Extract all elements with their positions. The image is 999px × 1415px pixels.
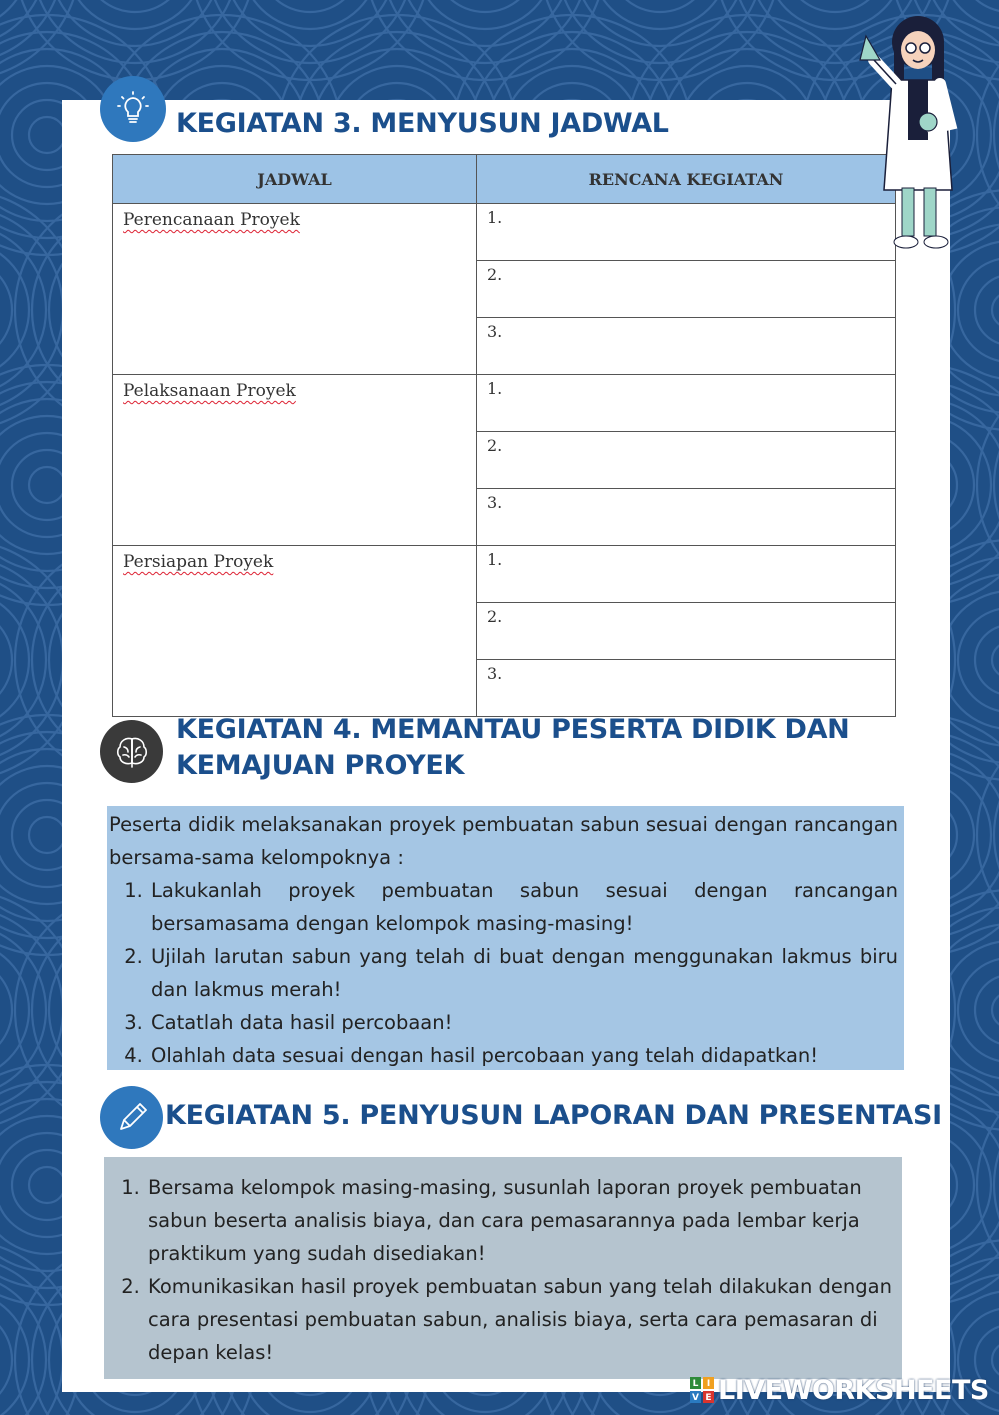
logo-letter-i: I [706,1379,711,1389]
list-item: 2. Komunikasikan hasil proyek pembuatan sabun yang telah dilakukan dengan cara presentasi pembuatan sabun, analisis biaya, serta cara pemasaran di depan kelas! [146,1270,900,1369]
step-cell[interactable]: 3. [477,660,896,717]
kegiatan-5-list [106,1171,900,1369]
logo-letter-l: L [692,1379,699,1389]
header-jadwal: JADWAL [113,155,477,204]
step-cell[interactable]: 2. [477,603,896,660]
kegiatan-4-title [176,712,849,784]
step-cell[interactable]: 3. [477,489,896,546]
kegiatan-5-box [104,1157,902,1379]
logo-letter-v: V [692,1393,699,1403]
scientist-illustration [852,10,964,256]
phase-pelaksanaan: Pelaksanaan Proyek [113,375,477,546]
schedule-table [112,154,896,717]
list-item: 2. Ujilah larutan sabun yang telah di buat dengan menggunakan lakmus biru dan lakmus merah! [149,940,898,1006]
table-header-row [113,155,896,204]
liveworksheets-logo [690,1374,989,1406]
step-cell[interactable]: 1. [477,204,896,261]
liveworksheets-wordmark: LIVEWORKSHEETS [718,1374,989,1406]
phase-persiapan: Persiapan Proyek [113,546,477,717]
step-cell[interactable]: 1. [477,375,896,432]
kegiatan-4-title-line-2: KEMAJUAN PROYEK [176,750,465,781]
step-cell[interactable]: 2. [477,432,896,489]
list-item: 3. Catatlah data hasil percobaan! [149,1006,898,1039]
table-row [113,546,896,603]
liveworksheets-logo-icon [690,1377,714,1403]
step-cell[interactable]: 1. [477,546,896,603]
list-item: 4. Olahlah data sesuai dengan hasil percobaan yang telah didapatkan! [149,1039,898,1072]
logo-letter-e: E [705,1393,712,1403]
list-item: 1. Lakukanlah proyek pembuatan sabun sesuai dengan rancangan bersamasama dengan kelompok masing-masing! [149,874,898,940]
step-cell[interactable]: 3. [477,318,896,375]
kegiatan-4-box [107,806,904,1070]
kegiatan-5-title: KEGIATAN 5. PENYUSUN LAPORAN DAN PRESENTASI [165,1100,942,1131]
step-cell[interactable]: 2. [477,261,896,318]
kegiatan-4-list [109,874,898,1072]
kegiatan-3-title: KEGIATAN 3. MENYUSUN JADWAL [176,108,669,139]
kegiatan-4-intro: Peserta didik melaksanakan proyek pembuatan sabun sesuai dengan rancangan bersama-sama kelompoknya : [109,813,898,869]
table-row [113,375,896,432]
lightbulb-icon [100,76,166,142]
brain-icon [100,720,163,783]
phase-perencanaan: Perencanaan Proyek [113,204,477,375]
table-row [113,204,896,261]
kegiatan-4-title-line-1: KEGIATAN 4. MEMANTAU PESERTA DIDIK DAN [176,714,850,745]
pencil-icon [100,1086,163,1149]
list-item: 1. Bersama kelompok masing-masing, susunlah laporan proyek pembuatan sabun beserta analisis biaya, dan cara pemasarannya pada lembar kerja praktikum yang sudah disediakan! [146,1171,900,1270]
header-rencana-kegiatan: RENCANA KEGIATAN [477,155,896,204]
